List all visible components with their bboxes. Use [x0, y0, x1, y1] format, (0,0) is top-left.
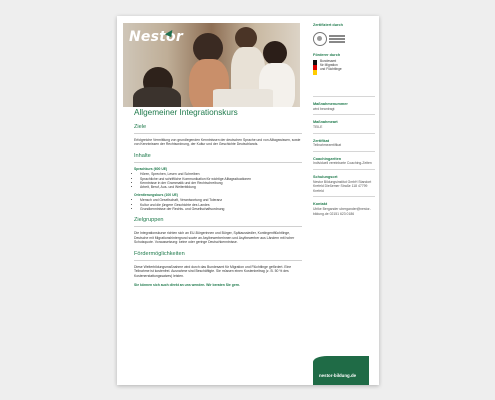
info-coachingzeiten: Coachingzeiten Individuell vereinbarte Coaching-Zeiten: [313, 156, 372, 166]
footer-banner: [313, 356, 369, 385]
funder-line-2: für Migration: [320, 63, 338, 68]
orientierung-label: Orientierungskurs (100 UE): [134, 192, 178, 197]
bamf-logo: [313, 60, 375, 75]
zielgruppen-text: Die Integrationskurse richten sich an EU-Bürgerinnen und Bürger, Spätaussiedler, Kontingentflüchtlinge, Deutsche mit Migrationshintergrund sowie an Asylbewerberinnen und Asylbewerber aus Ländern mit hoher Schutzquote. Voraussetzung: keine oder geringe Deutschkenntnisse.: [134, 231, 295, 245]
ziele-text: Erfolgreiche Vermittlung von grundlegenden Kenntnissen der deutschen Sprache und von Alltagswissen, sowie von Kenntnissen der Rechtsordnung, der Kultur und der Geschichte Deutschlands.: [134, 138, 301, 147]
ziele-heading: Ziele: [134, 124, 147, 130]
list-item: • Mensch und Gesellschaft, Verantwortung und Toleranz: [140, 198, 302, 202]
list-item: • Kenntnisse in der Grammatik und der Rechtschreibung: [140, 181, 302, 185]
info-zertifikat: Zertifikat Teilnahmezertifikat: [313, 138, 342, 148]
list-item: • Grundkenntnisse der Rechts- und Gesellschaftsordnung: [140, 207, 302, 211]
list-item: • Hören, Sprechen, Lesen und Schreiben: [140, 172, 302, 176]
german-flag-icon: [313, 60, 317, 75]
foerder-text: Diese Weiterbildungsmaßnahme wird durch das Bundesamt für Migration und Flüchtlinge gefördert. Eine Teilnahme ist kostenfrei. Ausnahme sind Beschäftigte. Sie müssen einen Kostenbeitrag (z. B. 50 % des Kostenerstattungssatzes) leisten.: [134, 264, 292, 278]
list-item: • Sprachliche und schriftliche Kommunikation für wichtige Alltagssituationen: [140, 177, 302, 181]
info-massnahmeart: Maßnahmeart TEILE: [313, 120, 338, 129]
certification-seal-icon: [313, 31, 349, 48]
list-item: • Kultur und die jüngere Geschichte des Landes: [140, 203, 302, 207]
nestor-logo: Nestor: [129, 29, 183, 45]
info-kontakt: Kontakt Ulrike Bergander ubergander@nestor-bildung.de 02151 623 0186: [313, 202, 371, 216]
inhalte-heading: Inhalte: [134, 152, 151, 159]
funder-line-3: und Flüchtlinge: [320, 67, 342, 71]
sidebar: [313, 23, 375, 216]
zielgruppen-heading: Zielgruppen: [134, 217, 164, 224]
page-title: Allgemeiner Integrationskurs: [134, 108, 238, 117]
foerder-heading: Fördermöglichkeiten: [134, 250, 185, 257]
funder-line-1: Bundesamt: [320, 59, 337, 64]
footer-url-link[interactable]: nestor-bildung.de: [319, 373, 357, 378]
sprachkurs-list: [134, 172, 302, 190]
info-massnahmenummer: Maßnahmenummer wird beantragt: [313, 102, 348, 111]
certified-label: Zertifiziert durch: [313, 23, 343, 27]
list-item: • Arbeit, Beruf, Aus- und Weiterbildung: [140, 185, 302, 189]
info-schulungsort: Schulungsort Nestor Bildungsinstitut GmbH Standort Krefeld Dießemer Straße 118 47799 Krefeld: [313, 174, 372, 193]
orientierung-list: [134, 198, 302, 211]
hero-photo: [123, 23, 300, 107]
flyer-page: [117, 16, 379, 385]
sprachkurs-label: Sprachkurs (600 UE): [134, 166, 168, 171]
funded-label: Förderer durch: [313, 52, 341, 57]
contact-cta: Sie können sich auch direkt an uns wenden. Wir beraten Sie gern.: [134, 282, 241, 287]
main-content: [134, 108, 302, 287]
